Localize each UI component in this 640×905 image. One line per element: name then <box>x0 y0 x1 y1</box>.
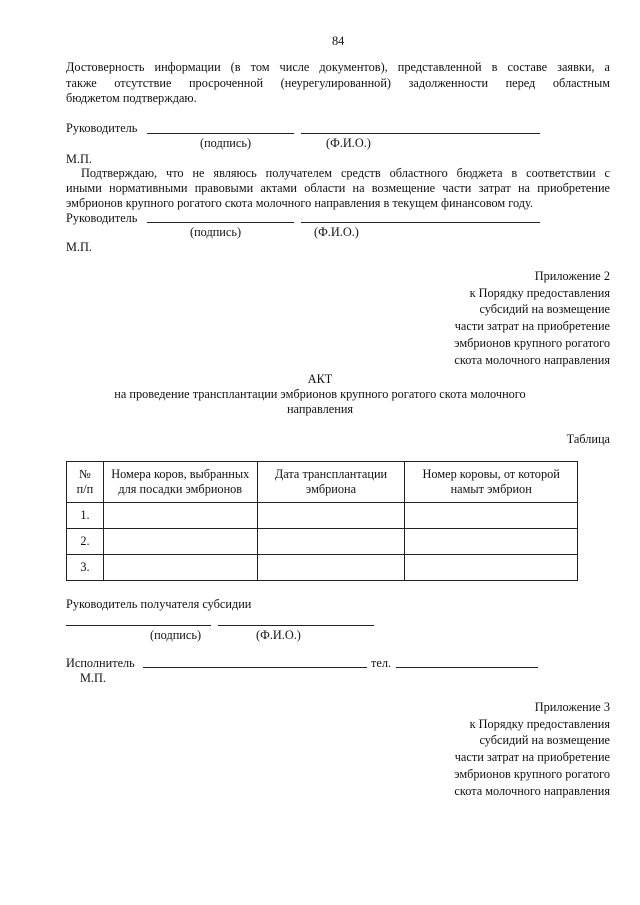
table-cell <box>405 555 578 581</box>
para1-line3: бюджетом подтверждаю. <box>66 91 197 105</box>
page-number: 84 <box>332 34 345 48</box>
header-cow-numbers <box>103 462 257 503</box>
sig2-fio-caption: (Ф.И.О.) <box>314 225 359 239</box>
table-cell <box>405 529 578 555</box>
header-transplant-date-line1: Дата трансплантации <box>274 467 388 481</box>
para2-line2: иными нормативными правовыми актами области на возмещение части затрат на приобретение <box>66 181 610 195</box>
appendix2-line: скота молочного направления <box>454 352 610 367</box>
executor-label: Исполнитель <box>66 656 135 670</box>
table-cell-number: 2. <box>67 529 104 555</box>
header-donor-cow-line1: Номер коровы, от которой <box>422 467 560 481</box>
para2-line3: эмбрионов крупного рогатого скота молочного направления в текущем финансовом году. <box>66 196 534 210</box>
header-cow-numbers-line2: для посадки эмбрионов <box>118 482 243 496</box>
table-cell <box>103 555 257 581</box>
table-row <box>67 503 578 529</box>
table-cell <box>103 503 257 529</box>
appendix3-line: Приложение 3 <box>534 700 610 714</box>
sig3-sign-caption: (подпись) <box>150 628 202 642</box>
appendix2-line: Приложение 2 <box>534 269 610 283</box>
header-transplant-date <box>257 462 405 503</box>
para2-line1 <box>66 166 610 181</box>
para2-line1-text: Подтверждаю, что не являюсь получателем средств областного бюджета в соответствии с <box>81 166 610 180</box>
table-cell <box>103 529 257 555</box>
act-title: АКТ <box>307 372 333 386</box>
sig2-sign-line <box>147 222 294 223</box>
header-number-line2: п/п <box>76 482 94 496</box>
sig3-fio-caption: (Ф.И.О.) <box>256 628 301 642</box>
sig1-sign-line <box>147 133 294 134</box>
appendix2-line: к Порядку предоставления <box>469 285 610 300</box>
sig3-stamp: М.П. <box>80 671 106 685</box>
sig3-fio-line <box>218 625 374 626</box>
table-header-row <box>67 462 578 503</box>
sig2-sign-caption: (подпись) <box>190 225 242 239</box>
table-cell <box>257 503 405 529</box>
table-row <box>67 529 578 555</box>
phone-label: тел. <box>371 656 392 670</box>
sig1-role: Руководитель <box>66 121 138 135</box>
appendix2-block <box>454 268 610 368</box>
appendix2-line: части затрат на приобретение <box>454 319 610 334</box>
act-table <box>66 461 578 581</box>
para1-line2: также отсутствие просроченной (неурегулированной) задолженности перед областным <box>66 76 610 90</box>
sig1-fio-caption: (Ф.И.О.) <box>326 136 371 150</box>
header-cow-numbers-line1: Номера коров, выбранных <box>111 467 250 481</box>
header-donor-cow <box>405 462 578 503</box>
act-subtitle-line1: на проведение трансплантации эмбрионов крупного рогатого скота молочного <box>114 387 526 401</box>
sig3-role: Руководитель получателя субсидии <box>66 597 252 611</box>
appendix3-line: эмбрионов крупного рогатого <box>454 766 610 781</box>
executor-line <box>143 667 367 668</box>
appendix3-line: субсидий на возмещение <box>479 733 610 748</box>
sig2-fio-line <box>301 222 540 223</box>
header-number-line1: № <box>79 467 91 481</box>
act-subtitle-line2: направления <box>286 402 354 416</box>
sig2-stamp: М.П. <box>66 240 92 254</box>
sig1-sign-caption: (подпись) <box>200 136 252 150</box>
header-donor-cow-line2: намыт эмбрион <box>450 482 532 496</box>
appendix2-line: эмбрионов крупного рогатого <box>454 335 610 350</box>
para1-line1: Достоверность информации (в том числе документов), представленной в составе заявки, а <box>66 60 610 74</box>
table-cell-number: 3. <box>67 555 104 581</box>
header-number <box>67 462 104 503</box>
appendix2-line: субсидий на возмещение <box>479 302 610 317</box>
table-row <box>67 555 578 581</box>
table-cell-number: 1. <box>67 503 104 529</box>
table-cell <box>257 555 405 581</box>
appendix3-line: части затрат на приобретение <box>454 750 610 765</box>
table-cell <box>405 503 578 529</box>
table-label: Таблица <box>566 432 610 446</box>
appendix3-block <box>454 699 610 799</box>
sig3-sign-line <box>66 625 211 626</box>
appendix3-line: скота молочного направления <box>454 783 610 798</box>
sig2-role: Руководитель <box>66 211 138 225</box>
sig1-fio-line <box>301 133 540 134</box>
header-transplant-date-line2: эмбриона <box>305 482 357 496</box>
appendix3-line: к Порядку предоставления <box>469 716 610 731</box>
phone-line <box>396 667 538 668</box>
table-cell <box>257 529 405 555</box>
sig1-stamp: М.П. <box>66 152 92 166</box>
